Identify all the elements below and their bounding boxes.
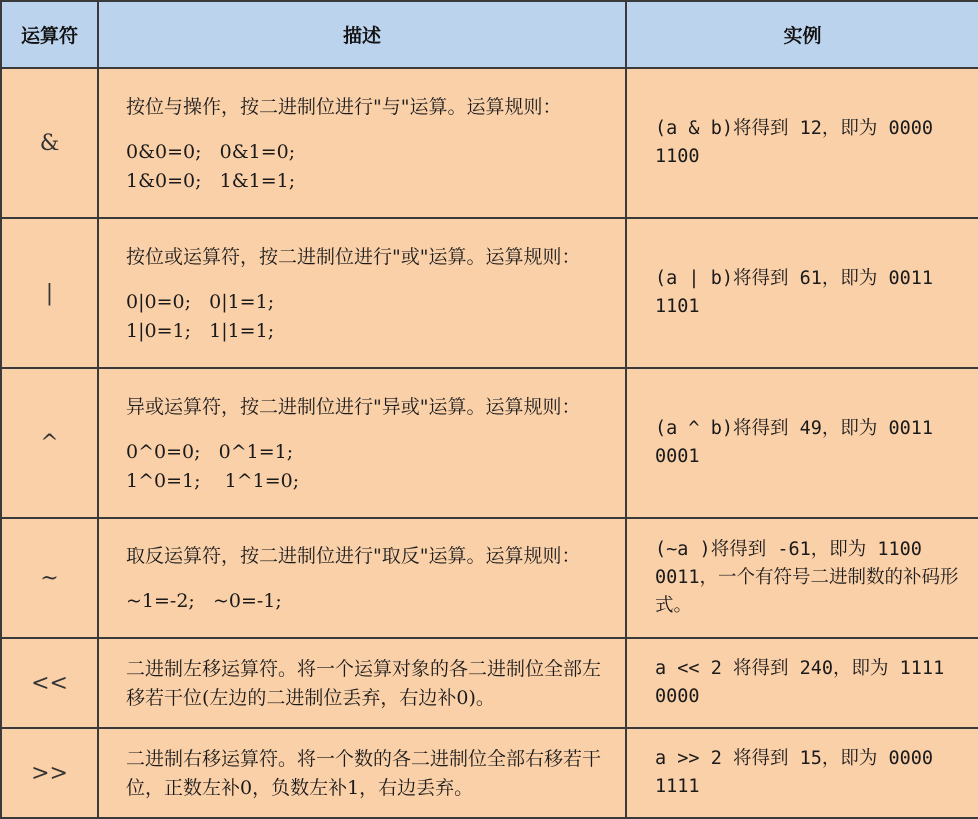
rule-line: 0^0=0; 0^1=1; bbox=[126, 440, 294, 463]
table-row bbox=[1, 728, 978, 818]
example-cell bbox=[626, 218, 978, 368]
description-text: 二进制左移运算符。将一个运算对象的各二进制位全部左移若干位(左边的二进制位丢弃，右边补0)。 bbox=[126, 658, 602, 709]
description-text: 异或运算符，按二进制位进行"异或"运算。运算规则： bbox=[126, 395, 581, 418]
operator-cell: ^ bbox=[1, 368, 98, 518]
rule-line: 1&0=0; 1&1=1; bbox=[126, 169, 296, 192]
example-text: (~a )将得到 -61，即为 1100 0011，一个有符号二进制数的补码形式。 bbox=[655, 539, 959, 616]
rule-line: 0&0=0; 0&1=0; bbox=[126, 140, 296, 163]
example-text: (a ^ b)将得到 49，即为 0011 0001 bbox=[655, 418, 934, 467]
header-row bbox=[1, 1, 978, 68]
rule-line: ~1=-2; ~0=-1; bbox=[126, 590, 282, 612]
operator-cell: >> bbox=[1, 728, 98, 818]
operator-cell: & bbox=[1, 68, 98, 218]
table-row bbox=[1, 68, 978, 218]
example-cell bbox=[626, 518, 978, 638]
example-cell bbox=[626, 728, 978, 818]
example-cell bbox=[626, 368, 978, 518]
description-cell bbox=[98, 218, 626, 368]
example-cell bbox=[626, 638, 978, 728]
table-row bbox=[1, 638, 978, 728]
table-row bbox=[1, 368, 978, 518]
rule-line: 0|0=0; 0|1=1; bbox=[126, 290, 275, 313]
example-text: a >> 2 将得到 15，即为 0000 1111 bbox=[655, 748, 934, 797]
rule-line: 1|0=1; 1|1=1; bbox=[126, 319, 275, 342]
example-text: (a | b)将得到 61，即为 0011 1101 bbox=[655, 268, 934, 317]
rule-line: 1^0=1; 1^1=0; bbox=[126, 469, 300, 492]
table-row bbox=[1, 218, 978, 368]
header-description: 描述 bbox=[98, 1, 626, 68]
description-cell bbox=[98, 68, 626, 218]
description-text: 按位与操作，按二进制位进行"与"运算。运算规则： bbox=[126, 95, 562, 118]
operator-cell: << bbox=[1, 638, 98, 728]
example-cell bbox=[626, 68, 978, 218]
description-text: 按位或运算符，按二进制位进行"或"运算。运算规则： bbox=[126, 245, 581, 268]
description-cell bbox=[98, 728, 626, 818]
description-text: 二进制右移运算符。将一个数的各二进制位全部右移若干位，正数左补0，负数左补1，右边丢弃。 bbox=[126, 748, 602, 799]
header-example: 实例 bbox=[626, 1, 978, 68]
example-text: (a & b)将得到 12，即为 0000 1100 bbox=[655, 118, 934, 167]
operator-cell: ~ bbox=[1, 518, 98, 638]
description-cell bbox=[98, 368, 626, 518]
header-operator: 运算符 bbox=[1, 1, 98, 68]
description-cell bbox=[98, 638, 626, 728]
table-row bbox=[1, 518, 978, 638]
description-text: 取反运算符，按二进制位进行"取反"运算。运算规则： bbox=[126, 545, 581, 567]
description-cell bbox=[98, 518, 626, 638]
example-text: a << 2 将得到 240，即为 1111 0000 bbox=[655, 658, 945, 707]
operator-cell: | bbox=[1, 218, 98, 368]
